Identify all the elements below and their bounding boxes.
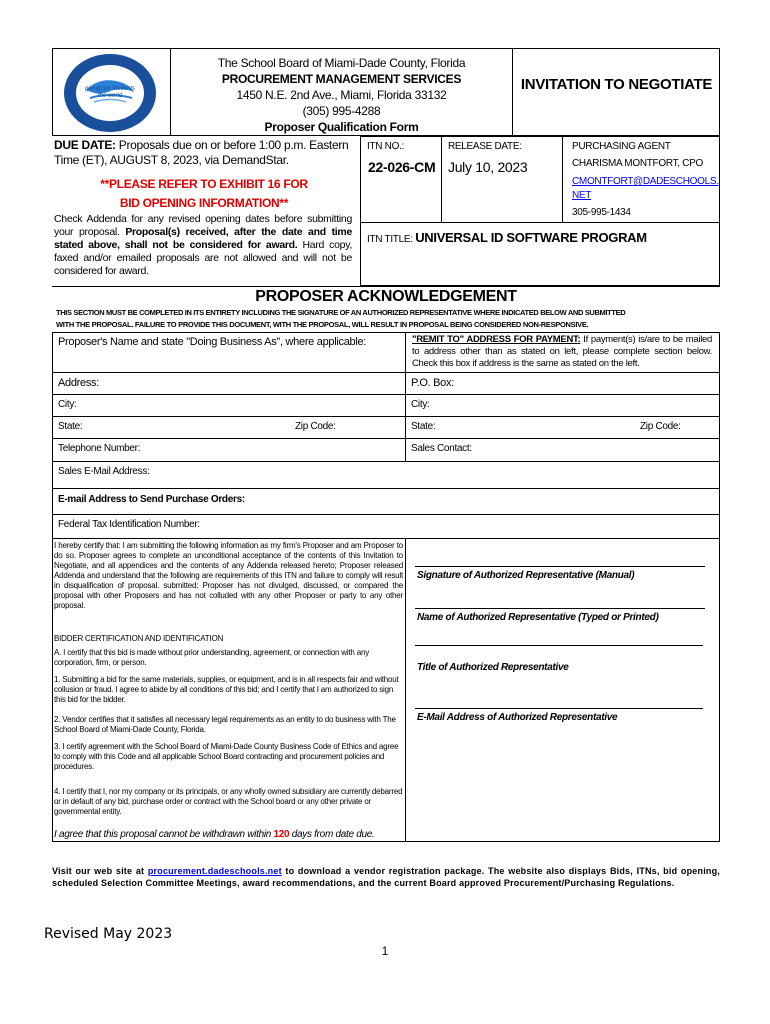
col-split-cert bbox=[405, 538, 406, 842]
ack-rule bbox=[52, 286, 720, 287]
board-name: The School Board of Miami-Dade County, Florida bbox=[217, 56, 466, 70]
city-field-right[interactable]: City: bbox=[411, 399, 430, 410]
itn-title-row bbox=[367, 230, 647, 248]
state-field-left[interactable]: State: bbox=[58, 421, 83, 432]
agent-email-link[interactable]: CMONTFORT@DADESCHOOLS. bbox=[572, 176, 719, 187]
department-phone: (305) 995-4288 bbox=[302, 104, 381, 118]
state-field-right[interactable]: State: bbox=[411, 421, 436, 432]
certification-intro: I hereby certify that: I am submitting the following information as my firm's Proposer and am Proposer to do so. Proposer agrees to complete an unconditional acceptance of the contents of this Invitation to Negotiate, and all appendices and the contents of any Addenda released hereto; Proposer released Addenda and understand that the following are requirements of this ITN and failure to comply will result in disqualification of proposal. submitted; Proposer has not divulged, discussed, or compared the proposal with other Proposers and has not colluded with any other Proposer or party to any other proposal. bbox=[54, 541, 403, 610]
po-email-field[interactable]: E-mail Address to Send Purchase Orders: bbox=[58, 494, 245, 505]
col-split bbox=[405, 332, 406, 461]
procurement-website-link[interactable]: procurement.dadeschools.net bbox=[147, 866, 282, 876]
cert-clause-3: 3. I certify agreement with the School Board of Miami-Dade County Business Code of Ethics and agree to comply with this Code and all applicable School Board contracting and procurement policies and procedures. bbox=[54, 742, 399, 771]
signature-label: Signature of Authorized Representative (Manual) bbox=[417, 570, 635, 581]
agent-email-link-2[interactable]: NET bbox=[572, 190, 592, 201]
seal-motto: giving our students the world bbox=[84, 86, 136, 99]
document-type: INVITATION TO NEGOTIATE bbox=[520, 76, 713, 93]
agent-name: CHARISMA MONTFORT, CPO bbox=[572, 158, 704, 169]
signature-line[interactable] bbox=[415, 566, 705, 567]
addenda-notice: Check Addenda for any revised opening dates before submitting your proposal. Proposal(s) received, after the date and time stated above, shall not be considered for award. Hard copy, faxed and/or emailed proposals are not allowed and will not be considered for award. bbox=[54, 213, 352, 277]
page-number: 1 bbox=[381, 944, 389, 958]
tax-id-field[interactable]: Federal Tax Identification Number: bbox=[58, 519, 200, 530]
release-date: July 10, 2023 bbox=[448, 159, 528, 175]
row-line-6 bbox=[52, 488, 720, 489]
row-line-8 bbox=[52, 538, 720, 539]
withdraw-statement: I agree that this proposal cannot be withdrawn within 120 days from date due. bbox=[54, 829, 375, 840]
late-proposal-warning: Proposal(s) received, after the date and time stated above, shall not be considered for award. bbox=[54, 226, 352, 251]
name-line[interactable] bbox=[415, 608, 705, 609]
due-date-label: DUE DATE: bbox=[54, 138, 116, 152]
form-title: Proposer Qualification Form bbox=[264, 120, 419, 134]
row-line-1 bbox=[52, 372, 720, 373]
itn-div-2 bbox=[562, 136, 563, 222]
ack-notice-1: THIS SECTION MUST BE COMPLETED IN ITS ENTIRETY INCLUDING THE SIGNATURE OF AN AUTHORIZED REPRESENTATIVE WHERE INDICATED BELOW AND SUBMITTED bbox=[56, 308, 626, 317]
agent-phone: 305-995-1434 bbox=[572, 207, 631, 218]
exhibit-notice-1: **PLEASE REFER TO EXHIBIT 16 FOR bbox=[100, 177, 308, 191]
row-line-2 bbox=[52, 394, 720, 395]
itn-div-1 bbox=[441, 136, 442, 222]
address-field[interactable]: Address: bbox=[58, 377, 100, 389]
itn-title-label: ITN TITLE: bbox=[367, 234, 413, 245]
sales-email-field[interactable]: Sales E-Mail Address: bbox=[58, 466, 150, 477]
telephone-field[interactable]: Telephone Number: bbox=[58, 443, 141, 454]
exhibit-notice-2: BID OPENING INFORMATION** bbox=[119, 196, 289, 210]
remit-to-notice[interactable]: "REMIT TO" ADDRESS FOR PAYMENT: If payment(s) is/are to be mailed to address other than as stated on left, please complete section below. Check this box if address is the same as stated on the left. bbox=[412, 334, 712, 369]
department-address: 1450 N.E. 2nd Ave., Miami, Florida 33132 bbox=[236, 88, 447, 102]
zip-field-right[interactable]: Zip Code: bbox=[640, 421, 681, 432]
agent-label: PURCHASING AGENT bbox=[572, 141, 671, 152]
row-line-7 bbox=[52, 514, 720, 515]
website-notice: Visit our web site at procurement.dadeschools.net to download a vendor registration package. The website also displays Bids, ITNs, bid opening, scheduled Selection Committee Meetings, award recommendations, and the current Board approved Procurement/Purchasing Regulations. bbox=[52, 866, 720, 888]
title-line[interactable] bbox=[415, 645, 703, 646]
row-line-4 bbox=[52, 438, 720, 439]
po-box-field[interactable]: P.O. Box: bbox=[411, 377, 454, 389]
itn-title: UNIVERSAL ID SOFTWARE PROGRAM bbox=[415, 230, 647, 245]
email-label: E-Mail Address of Authorized Representative bbox=[417, 712, 618, 723]
due-date-notice bbox=[54, 138, 354, 168]
row-line-5 bbox=[52, 461, 720, 462]
cert-clause-4: 4. I certify that I, nor my company or its principals, or any wholly owned subsidiary are currently debarred or in default of any bid, purchase order or contract with the School board or any other private or governmental entity. bbox=[54, 787, 403, 816]
ack-notice-2: WITH THE PROPOSAL. FAILURE TO PROVIDE THIS DOCUMENT, WITH THE PROPOSAL, WILL RESULT IN PROPOSAL BEING CONSIDERED NON-RESPONSIVE. bbox=[56, 320, 589, 329]
email-line[interactable] bbox=[415, 708, 703, 709]
revised-date: Revised May 2023 bbox=[44, 926, 173, 942]
sales-contact-field[interactable]: Sales Contact: bbox=[411, 443, 472, 454]
department-name: PROCUREMENT MANAGEMENT SERVICES bbox=[221, 72, 462, 86]
name-label: Name of Authorized Representative (Typed or Printed) bbox=[417, 612, 659, 623]
proposer-name-field[interactable]: Proposer's Name and state "Doing Business As", where applicable: bbox=[58, 336, 367, 348]
remit-to-label: "REMIT TO" ADDRESS FOR PAYMENT: bbox=[412, 334, 581, 345]
bidder-cert-heading: BIDDER CERTIFICATION AND IDENTIFICATION bbox=[54, 634, 224, 643]
withdraw-days: 120 bbox=[273, 829, 290, 840]
ack-heading: PROPOSER ACKNOWLEDGEMENT bbox=[255, 288, 517, 305]
due-date-text: Proposals due on or before 1:00 p.m. Eastern Time (ET), AUGUST 8, 2023, via DemandStar. bbox=[54, 138, 349, 167]
cert-clause-a: A. I certify that this bid is made without prior understanding, agreement, or connection with any corporation, firm, or person. bbox=[54, 648, 369, 667]
cert-clause-2: 2. Vendor certifies that it satisfies all necessary legal requirements as an entity to do business with The School Board of Miami-Dade County, Florida. bbox=[54, 715, 396, 734]
itn-div-h bbox=[360, 222, 720, 223]
cert-clause-1: 1. Submitting a bid for the same materials, supplies, or equipment, and is in all respects fair and without collusion or fraud. I agree to abide by all conditions of this bid; and I certify that I am authorized to sign this bid for the bidder. bbox=[54, 675, 399, 704]
itn-number-label: ITN NO.: bbox=[367, 141, 405, 152]
city-field-left[interactable]: City: bbox=[58, 399, 77, 410]
zip-field-left[interactable]: Zip Code: bbox=[295, 421, 336, 432]
itn-number: 22-026-CM bbox=[368, 159, 436, 175]
row-line-3 bbox=[52, 416, 720, 417]
release-date-label: RELEASE DATE: bbox=[448, 141, 522, 152]
title-label: Title of Authorized Representative bbox=[417, 662, 569, 673]
